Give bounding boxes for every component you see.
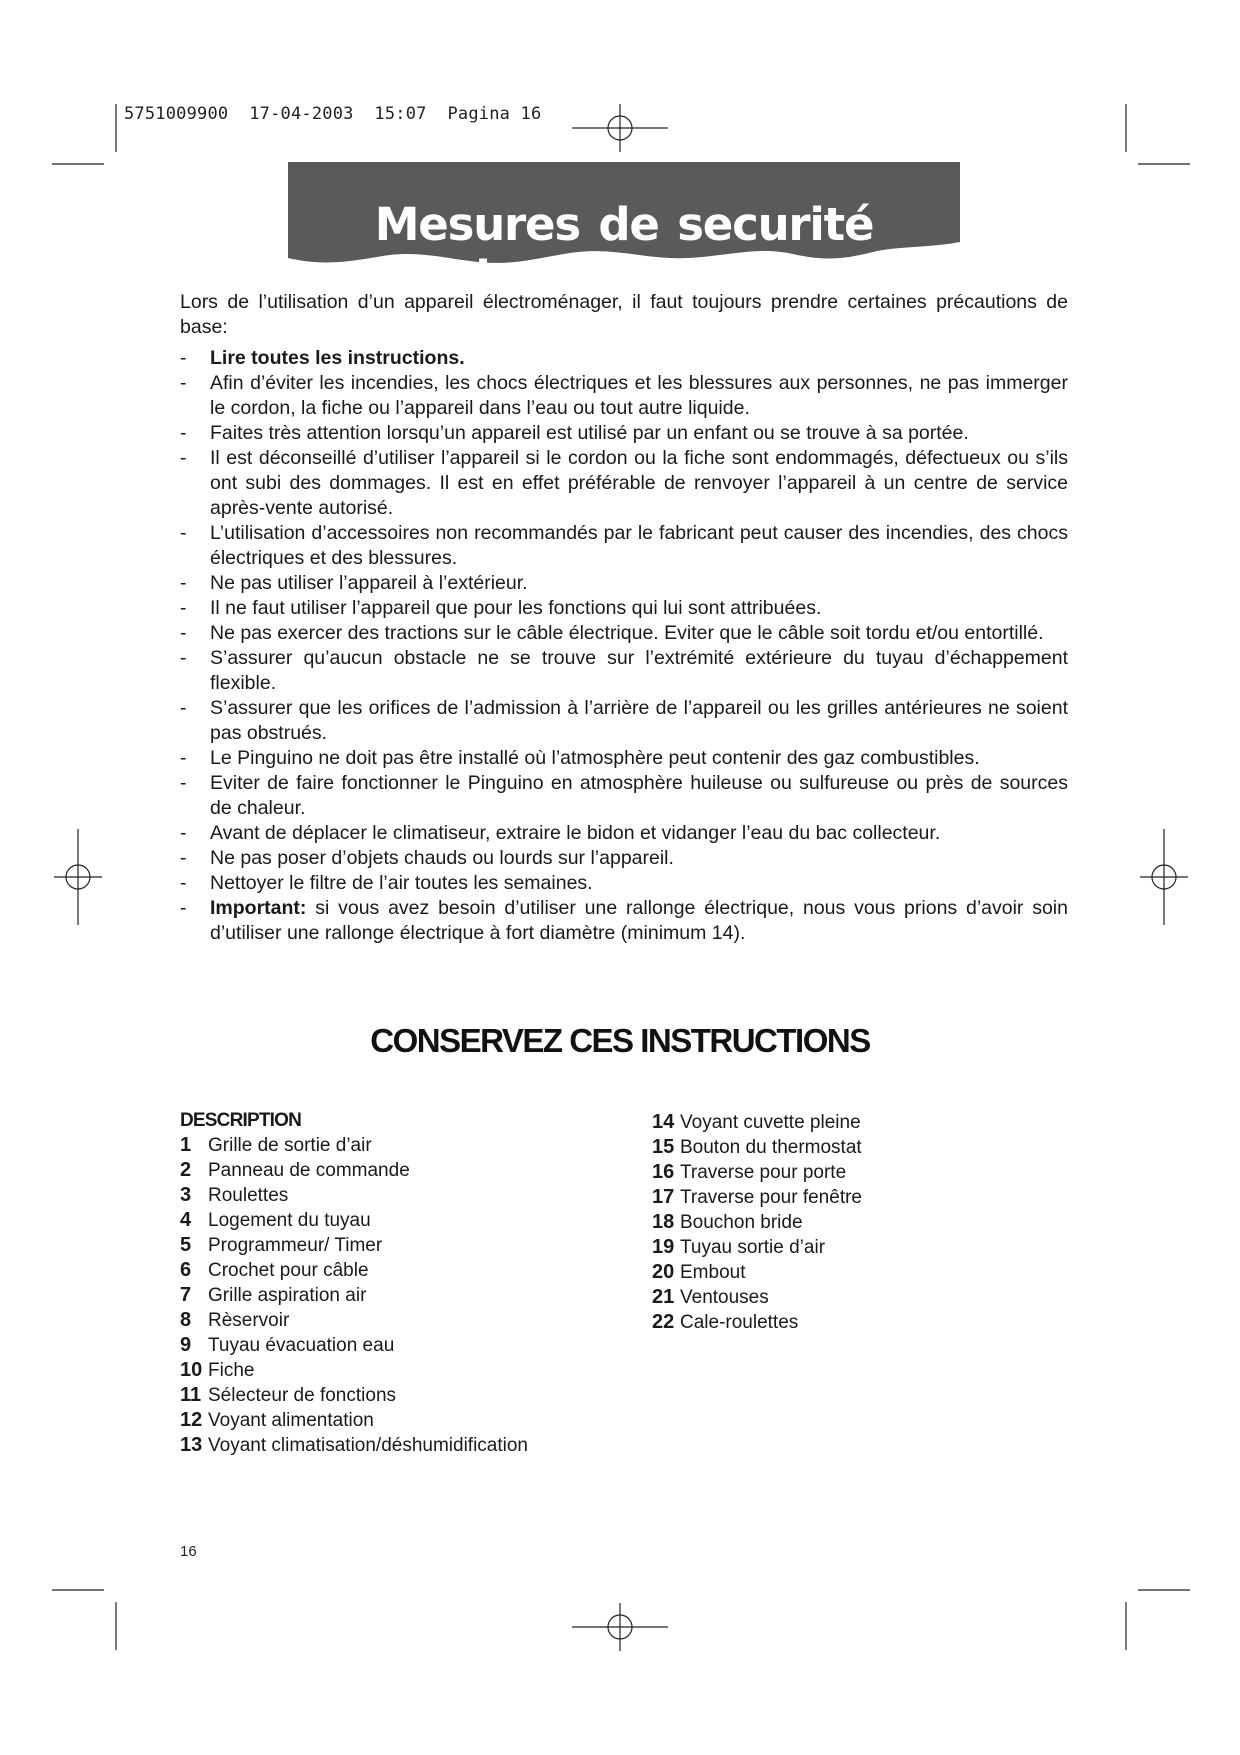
item-label: Embout bbox=[680, 1262, 746, 1283]
list-item bbox=[652, 1185, 1092, 1210]
item-number: 5 bbox=[180, 1234, 192, 1256]
list-item bbox=[180, 846, 1068, 871]
rule-text: Le Pinguino ne doit pas être installé où l’atmosphère peut contenir des gaz combustibles. bbox=[210, 747, 980, 769]
bullet-dash: - bbox=[180, 522, 187, 544]
list-item bbox=[180, 646, 1068, 696]
bullet-dash: - bbox=[180, 347, 187, 369]
item-label: Ventouses bbox=[680, 1287, 769, 1308]
item-number: 14 bbox=[652, 1111, 675, 1133]
rules-list bbox=[180, 346, 1068, 946]
description-left-column bbox=[180, 1108, 620, 1458]
list-item bbox=[652, 1235, 1092, 1260]
bullet-dash: - bbox=[180, 647, 187, 669]
description-right-column bbox=[652, 1110, 1092, 1335]
bullet-dash: - bbox=[180, 597, 187, 619]
list-item bbox=[180, 596, 1068, 621]
list-item bbox=[180, 1383, 620, 1408]
item-label: Rèservoir bbox=[208, 1310, 290, 1331]
list-item bbox=[180, 871, 1068, 896]
rule-text: Faites très attention lorsqu’un appareil est utilisé par un enfant ou se trouve à sa portée. bbox=[210, 422, 969, 444]
item-label: Programmeur/ Timer bbox=[208, 1235, 383, 1256]
list-item bbox=[180, 1233, 620, 1258]
item-number: 17 bbox=[652, 1186, 675, 1208]
list-item bbox=[180, 696, 1068, 746]
item-number: 4 bbox=[180, 1209, 192, 1231]
list-item bbox=[652, 1210, 1092, 1235]
list-item bbox=[180, 1358, 620, 1383]
item-number: 2 bbox=[180, 1159, 192, 1181]
item-number: 11 bbox=[180, 1384, 202, 1406]
list-item bbox=[180, 346, 1068, 371]
list-item bbox=[180, 771, 1068, 821]
list-item bbox=[180, 1258, 620, 1283]
bullet-dash: - bbox=[180, 772, 187, 794]
item-number: 8 bbox=[180, 1309, 192, 1331]
item-number: 7 bbox=[180, 1284, 192, 1306]
bullet-dash: - bbox=[180, 697, 187, 719]
list-item bbox=[180, 1333, 620, 1358]
item-label: Voyant alimentation bbox=[208, 1410, 374, 1431]
list-item bbox=[180, 446, 1068, 521]
item-number: 15 bbox=[652, 1136, 675, 1158]
item-label: Fiche bbox=[208, 1360, 255, 1381]
item-number: 21 bbox=[652, 1286, 675, 1308]
list-item bbox=[652, 1110, 1092, 1135]
item-label: Tuyau évacuation eau bbox=[208, 1335, 395, 1356]
item-number: 18 bbox=[652, 1211, 675, 1233]
item-label: Panneau de commande bbox=[208, 1160, 410, 1181]
item-label: Sélecteur de fonctions bbox=[208, 1385, 397, 1406]
rule-text: Nettoyer le filtre de l’air toutes les semaines. bbox=[210, 872, 593, 894]
list-item bbox=[180, 1208, 620, 1233]
bullet-dash: - bbox=[180, 372, 187, 394]
rule-text: Avant de déplacer le climatiseur, extraire le bidon et vidanger l’eau du bac collecteur. bbox=[210, 822, 941, 844]
bullet-dash: - bbox=[180, 747, 187, 769]
item-number: 12 bbox=[180, 1409, 203, 1431]
item-number: 16 bbox=[652, 1161, 675, 1183]
list-item bbox=[180, 1158, 620, 1183]
item-label: Grille de sortie d’air bbox=[208, 1135, 372, 1156]
title-banner bbox=[288, 162, 960, 304]
intro-paragraph: Lors de l’utilisation d’un appareil électroménager, il faut toujours prendre certaines précautions de base: bbox=[180, 291, 1068, 338]
item-label: Tuyau sortie d’air bbox=[680, 1237, 826, 1258]
bullet-dash: - bbox=[180, 447, 187, 469]
item-label: Cale-roulettes bbox=[680, 1312, 799, 1333]
rule-text: Afin d’éviter les incendies, les chocs électriques et les blessures aux personnes, ne pas immerger le cordon, la fiche ou l’appareil dans l’eau ou tout autre liquide. bbox=[210, 372, 1068, 419]
rule-text: Ne pas utiliser l’appareil à l’extérieur. bbox=[210, 572, 528, 594]
bullet-dash: - bbox=[180, 422, 187, 444]
list-item bbox=[652, 1310, 1092, 1335]
item-number: 10 bbox=[180, 1359, 203, 1381]
bullet-dash: - bbox=[180, 847, 187, 869]
list-item bbox=[180, 1408, 620, 1433]
list-item bbox=[180, 746, 1068, 771]
bullet-dash: - bbox=[180, 897, 187, 919]
item-number: 6 bbox=[180, 1259, 192, 1281]
bullet-dash: - bbox=[180, 572, 187, 594]
safety-section bbox=[180, 290, 1068, 946]
list-item bbox=[180, 421, 1068, 446]
item-label: Logement du tuyau bbox=[208, 1210, 371, 1231]
print-slug: 5751009900 17-04-2003 15:07 Pagina 16 bbox=[124, 104, 542, 124]
item-number: 20 bbox=[652, 1261, 675, 1283]
page-title: Mesures de securité importantes bbox=[374, 198, 874, 304]
list-item bbox=[180, 1433, 620, 1458]
list-item bbox=[180, 1183, 620, 1208]
item-number: 19 bbox=[652, 1236, 675, 1258]
rule-text: S’assurer que les orifices de l’admission à l’arrière de l’appareil ou les grilles antérieures ne soient pas obstrués. bbox=[210, 697, 1068, 744]
item-label: Traverse pour porte bbox=[680, 1162, 847, 1183]
list-item bbox=[180, 621, 1068, 646]
list-item bbox=[180, 821, 1068, 846]
list-item bbox=[180, 521, 1068, 571]
list-item bbox=[180, 1308, 620, 1333]
rule-bold: Lire toutes les instructions. bbox=[210, 347, 465, 369]
item-number: 13 bbox=[180, 1434, 203, 1456]
item-label: Grille aspiration air bbox=[208, 1285, 367, 1306]
rule-text: Il ne faut utiliser l’appareil que pour les fonctions qui lui sont attribuées. bbox=[210, 597, 822, 619]
rule-text: S’assurer qu’aucun obstacle ne se trouve sur l’extrémité extérieure du tuyau d’échappement flexible. bbox=[210, 647, 1068, 694]
list-item bbox=[180, 1283, 620, 1308]
item-number: 1 bbox=[180, 1134, 192, 1156]
list-item bbox=[652, 1285, 1092, 1310]
list-item bbox=[180, 571, 1068, 596]
bullet-dash: - bbox=[180, 622, 187, 644]
item-number: 22 bbox=[652, 1311, 675, 1333]
item-label: Voyant cuvette pleine bbox=[680, 1112, 861, 1133]
item-label: Roulettes bbox=[208, 1185, 289, 1206]
bullet-dash: - bbox=[180, 822, 187, 844]
page-number: 16 bbox=[180, 1543, 197, 1560]
list-item bbox=[652, 1160, 1092, 1185]
rule-text: Eviter de faire fonctionner le Pinguino en atmosphère huileuse ou sulfureuse ou près de sources de chaleur. bbox=[210, 772, 1068, 819]
list-item bbox=[180, 1133, 620, 1158]
list-item bbox=[180, 371, 1068, 421]
item-label: Bouchon bride bbox=[680, 1212, 803, 1233]
rule-text: Il est déconseillé d’utiliser l’appareil si le cordon ou la fiche sont endommagés, défectueux ou s’ils ont subi des dommages. Il est en effet préférable de renvoyer l’appareil à un centre de service après-vente autorisé. bbox=[210, 447, 1068, 519]
item-label: Voyant climatisation/déshumidification bbox=[208, 1435, 529, 1456]
item-number: 9 bbox=[180, 1334, 192, 1356]
item-label: Crochet pour câble bbox=[208, 1260, 369, 1281]
list-item bbox=[652, 1135, 1092, 1160]
item-label: Bouton du thermostat bbox=[680, 1137, 862, 1158]
rule-text: Ne pas poser d’objets chauds ou lourds sur l’appareil. bbox=[210, 847, 674, 869]
item-number: 3 bbox=[180, 1184, 192, 1206]
keep-instructions-heading: CONSERVEZ CES INSTRUCTIONS bbox=[370, 1022, 870, 1059]
item-label: Traverse pour fenêtre bbox=[680, 1187, 862, 1208]
rule-text: si vous avez besoin d’utiliser une rallonge électrique, nous vous prions d’avoir soin d’utiliser une rallonge électrique à fort diamètre (minimum 14). bbox=[210, 897, 1068, 944]
description-heading: DESCRIPTION bbox=[180, 1110, 302, 1131]
rule-text: Ne pas exercer des tractions sur le câble électrique. Eviter que le câble soit tordu et/ou entortillé. bbox=[210, 622, 1044, 644]
list-item bbox=[652, 1260, 1092, 1285]
rule-text: L’utilisation d’accessoires non recommandés par le fabricant peut causer des incendies, des chocs électriques et des blessures. bbox=[210, 522, 1068, 569]
bullet-dash: - bbox=[180, 872, 187, 894]
rule-bold: Important: bbox=[210, 897, 307, 919]
list-item bbox=[180, 896, 1068, 946]
